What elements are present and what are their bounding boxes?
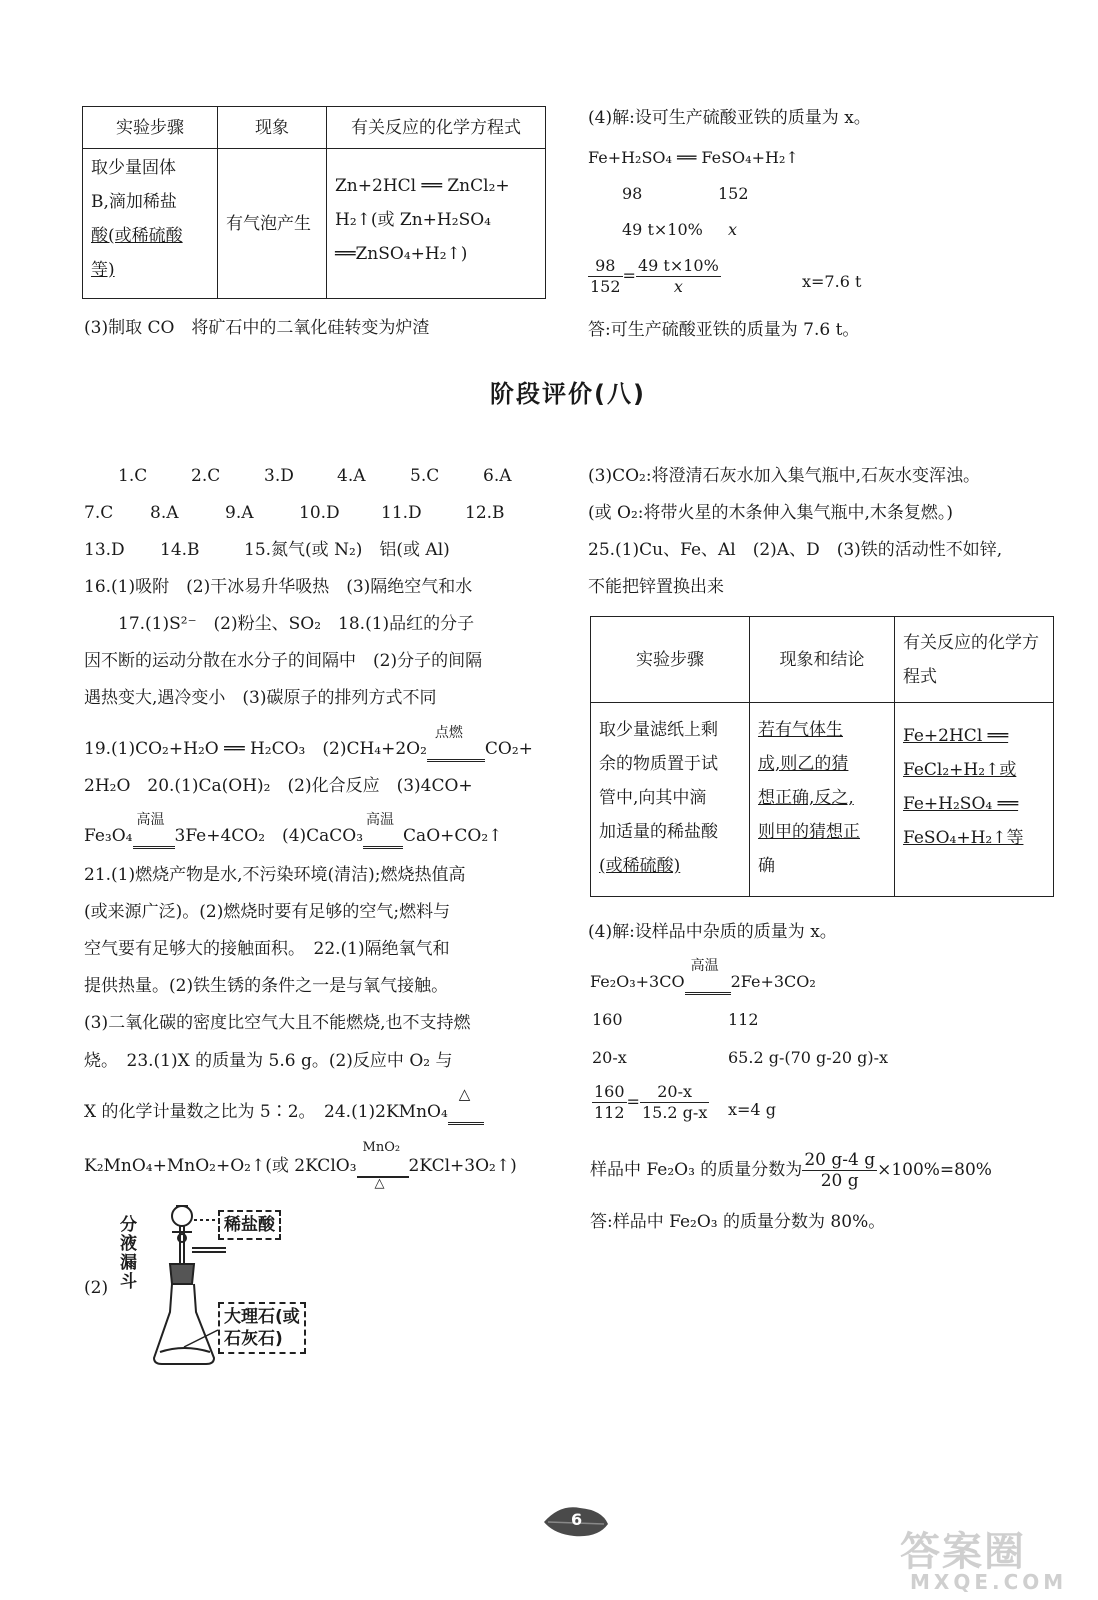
acid-label-box	[218, 1210, 281, 1240]
calc-mass-a: 98	[622, 184, 643, 203]
mc-answer: 14.B	[160, 540, 200, 560]
answer-18b: 遇热变大,遇冷变小 (3)碳原子的排列方式不同	[84, 688, 437, 708]
calc-mass-b: 152	[718, 184, 749, 203]
mc-row-1	[118, 466, 512, 486]
frac-num: 160	[594, 1082, 625, 1101]
condition-high-temp: 高温	[366, 812, 395, 828]
frac-num: 20 g-4 g	[804, 1150, 876, 1170]
answer-25b: 不能把锌置换出来	[588, 577, 724, 597]
top-table-equation-cell	[327, 149, 546, 299]
pct-text: 样品中 Fe₂O₃ 的质量分数为	[590, 1160, 803, 1180]
phen-line: 则甲的猜想正	[758, 822, 860, 842]
fraction-percentage	[802, 1150, 877, 1191]
mc-answer: 6.A	[483, 466, 512, 486]
answer-21c: 空气要有足够大的接触面积。 22.(1)隔绝氧气和	[84, 939, 450, 959]
exp-table-header-phenomenon: 现象和结论	[750, 617, 895, 703]
eq-line: Fe+H₂SO₄ ══	[903, 794, 1019, 814]
calc2-var-2: 65.2 g-(70 g-20 g)-x	[728, 1048, 889, 1067]
eq-text: K₂MnO₄+MnO₂+O₂↑(或 2KClO₃	[84, 1156, 357, 1176]
eq-text: Fe₂O₃+3CO	[590, 972, 685, 991]
eq-line: FeCl₂+H₂↑或	[903, 760, 1017, 780]
phen-line: 成,则乙的猜	[758, 754, 849, 774]
calc2-mass-2: 112	[728, 1010, 759, 1029]
calc-given: 49 t×10%	[622, 220, 703, 239]
frac-den: 20 g	[820, 1171, 859, 1191]
mc-answer: 15.氮气(或 N₂) 铝(或 Al)	[244, 540, 450, 560]
fraction-right	[640, 1082, 709, 1123]
frac-den: x	[673, 277, 683, 296]
answer-18a: 因不断的运动分散在水分子的间隔中 (2)分子的间隔	[84, 651, 483, 671]
exp-table-header-step: 实验步骤	[591, 617, 750, 703]
calc-intro: (4)解:设可生产硫酸亚铁的质量为 x。	[588, 108, 871, 128]
frac-num: 49 t×10%	[637, 256, 719, 275]
answer-22a: 提供热量。(2)铁生锈的条件之一是与氧气接触。	[84, 976, 449, 996]
calc2-equation	[590, 958, 816, 995]
calc-answer: 答:可生产硫酸亚铁的质量为 7.6 t。	[588, 320, 860, 340]
calc2-percentage	[590, 1150, 992, 1191]
eq-text: CO₂+	[484, 739, 533, 759]
mc-answer: 9.A	[225, 503, 254, 523]
stone-label-line: 大理石(或	[224, 1307, 300, 1327]
frac-num: 20-x	[640, 1082, 709, 1103]
answer-3a-right: (3)CO₂:将澄清石灰水加入集气瓶中,石灰水变浑浊。	[588, 466, 980, 486]
reaction-arrow	[133, 812, 175, 849]
phen-line: 想正确,反之,	[758, 788, 854, 808]
condition-heat: △	[458, 1085, 471, 1103]
step-line: 管中,向其中滴	[599, 788, 707, 808]
phen-line: 确	[758, 856, 775, 876]
top-table	[82, 106, 546, 299]
condition-high-temp: 高温	[136, 812, 165, 828]
watermark-url: MXQE.COM	[910, 1570, 1068, 1594]
top-table-header-phenomenon: 现象	[218, 107, 327, 149]
answer-4-right: (4)解:设样品中杂质的质量为 x。	[588, 922, 837, 942]
exp-table-phenomenon-cell	[750, 703, 895, 897]
answer-19a	[84, 725, 533, 762]
eq-text: CaO+CO₂↑	[403, 826, 503, 846]
funnel-label-text: 分液漏斗	[120, 1215, 137, 1292]
reaction-arrow	[685, 958, 731, 995]
mc-answer: 12.B	[465, 503, 505, 523]
fraction-right	[636, 256, 721, 297]
figure-label: (2)	[84, 1278, 109, 1298]
eq-text: Fe₃O₄	[84, 826, 133, 846]
step-line: 取少量固体	[91, 158, 176, 178]
mc-answer: 7.C	[84, 503, 114, 523]
funnel-label	[120, 1216, 140, 1292]
top-table-header-equation: 有关反应的化学方程式	[327, 107, 546, 149]
answer-23b	[84, 1085, 484, 1125]
pct-text: ×100%=80%	[877, 1160, 992, 1180]
phen-line: 若有气体生	[758, 720, 843, 740]
phenomenon-text: 有气泡产生	[226, 213, 311, 234]
top-table-step-cell	[83, 149, 218, 299]
answer-17: 17.(1)S²⁻ (2)粉尘、SO₂ 18.(1)品红的分子	[118, 614, 475, 634]
mc-answer: 4.A	[337, 466, 366, 486]
step-line: 余的物质置于试	[599, 754, 718, 774]
reaction-arrow	[363, 812, 403, 849]
eq-text: 19.(1)CO₂+H₂O ══ H₂CO₃ (2)CH₄+2O₂	[84, 739, 427, 759]
condition-ignite: 点燃	[434, 725, 463, 741]
calc2-result: x=4 g	[728, 1100, 776, 1119]
top-table-phenomenon-cell	[218, 149, 327, 299]
frac-den: 112	[594, 1103, 625, 1122]
calc-equation: Fe+H₂SO₄ ══ FeSO₄+H₂↑	[588, 148, 799, 167]
calc-var: x	[728, 220, 738, 239]
mc-answer: 5.C	[410, 466, 440, 486]
answer-22b: (3)二氧化碳的密度比空气大且不能燃烧,也不支持燃	[84, 1013, 471, 1033]
reaction-arrow	[448, 1085, 484, 1125]
exp-table-equation-cell	[895, 703, 1054, 897]
page-number: 6	[571, 1510, 583, 1529]
answer-20	[84, 812, 503, 849]
section-title: 阶段评价(八)	[490, 380, 646, 408]
calc2-answer: 答:样品中 Fe₂O₃ 的质量分数为 80%。	[590, 1212, 886, 1232]
frac-den: 152	[590, 277, 621, 296]
watermark-logo: 答案圈	[900, 1529, 1026, 1575]
top-table-header-step: 实验步骤	[83, 107, 218, 149]
eq-line: ══ZnSO₄+H₂↑)	[335, 244, 468, 264]
condition-heat: △	[374, 1176, 385, 1191]
mc-answer: 10.D	[299, 503, 340, 523]
stone-label-line: 石灰石)	[224, 1329, 283, 1349]
answer-16: 16.(1)吸附 (2)干冰易升华吸热 (3)隔绝空气和水	[84, 577, 473, 597]
stone-label-box	[218, 1302, 306, 1354]
eq-text: 3Fe+4CO₂ (4)CaCO₃	[174, 826, 364, 846]
reaction-arrow	[427, 725, 485, 762]
step-line: 酸(或稀硫酸	[91, 226, 183, 246]
exp-table-header-equation: 有关反应的化学方程式	[895, 617, 1054, 703]
answer-21a: 21.(1)燃烧产物是水,不污染环境(清洁);燃烧热值高	[84, 865, 466, 885]
step-line: B,滴加稀盐	[91, 192, 177, 212]
eq-line: Fe+2HCl ══	[903, 726, 1009, 746]
mc-answer: 1.C	[118, 466, 148, 486]
calc2-proportion: $\frac{160}{112}$ = $\frac{20-x}{15.2 g-x}$	[594, 1082, 708, 1122]
answer-21b: (或来源广泛)。(2)燃烧时要有足够的空气;燃料与	[84, 902, 451, 922]
eq-line: FeSO₄+H₂↑等	[903, 828, 1024, 848]
mc-row-2	[84, 503, 505, 523]
answer-19b: 2H₂O 20.(1)Ca(OH)₂ (2)化合反应 (3)4CO+	[84, 776, 473, 796]
mc-answer: 13.D	[84, 540, 125, 560]
mc-answer: 2.C	[191, 466, 221, 486]
answer-24	[84, 1140, 517, 1191]
calc2-mass-1: 160	[592, 1010, 623, 1029]
eq-line: Zn+2HCl ══ ZnCl₂+	[335, 176, 510, 196]
eq-text: X 的化学计量数之比为 5∶2。 24.(1)2KMnO₄	[84, 1102, 448, 1122]
step-line: (或稀硫酸)	[599, 856, 681, 876]
mc-answer: 8.A	[150, 503, 179, 523]
eq-line: H₂↑(或 Zn+H₂SO₄	[335, 210, 491, 230]
calc-proportion: $\frac{98}{152}$ = $\frac{49 t\times 10\%}{x}$	[590, 256, 719, 296]
mc-answer: 11.D	[381, 503, 422, 523]
condition-catalyst: MnO₂	[362, 1140, 401, 1155]
answer-25a: 25.(1)Cu、Fe、Al (2)A、D (3)铁的活动性不如锌,	[588, 540, 1003, 560]
step-line: 取少量滤纸上剩	[599, 720, 718, 740]
fraction-left	[588, 256, 623, 297]
answer-23a: 烧。 23.(1)X 的质量为 5.6 g。(2)反应中 O₂ 与	[84, 1051, 453, 1071]
eq-text: 2Fe+3CO₂	[730, 972, 816, 991]
step-line: 加适量的稀盐酸	[599, 822, 718, 842]
exp-table-step-cell	[591, 703, 750, 897]
eq-text: 2KCl+3O₂↑)	[408, 1156, 517, 1176]
calc2-var-1: 20-x	[592, 1048, 627, 1067]
answer-3b-right: (或 O₂:将带火星的木条伸入集气瓶中,木条复燃。)	[588, 503, 954, 523]
reaction-arrow	[357, 1140, 409, 1191]
frac-den: 15.2 g-x	[641, 1103, 708, 1122]
acid-label: 稀盐酸	[224, 1215, 275, 1235]
calc-result: x=7.6 t	[802, 272, 862, 291]
answer-3-top: (3)制取 CO 将矿石中的二氧化硅转变为炉渣	[84, 318, 430, 338]
mc-row-3	[84, 540, 450, 560]
fraction-left	[592, 1082, 627, 1123]
mc-answer: 3.D	[264, 466, 294, 486]
step-line: 等)	[91, 260, 115, 280]
frac-num: 98	[588, 256, 623, 277]
condition-high-temp: 高温	[690, 958, 719, 974]
experiment-table	[590, 616, 1054, 897]
